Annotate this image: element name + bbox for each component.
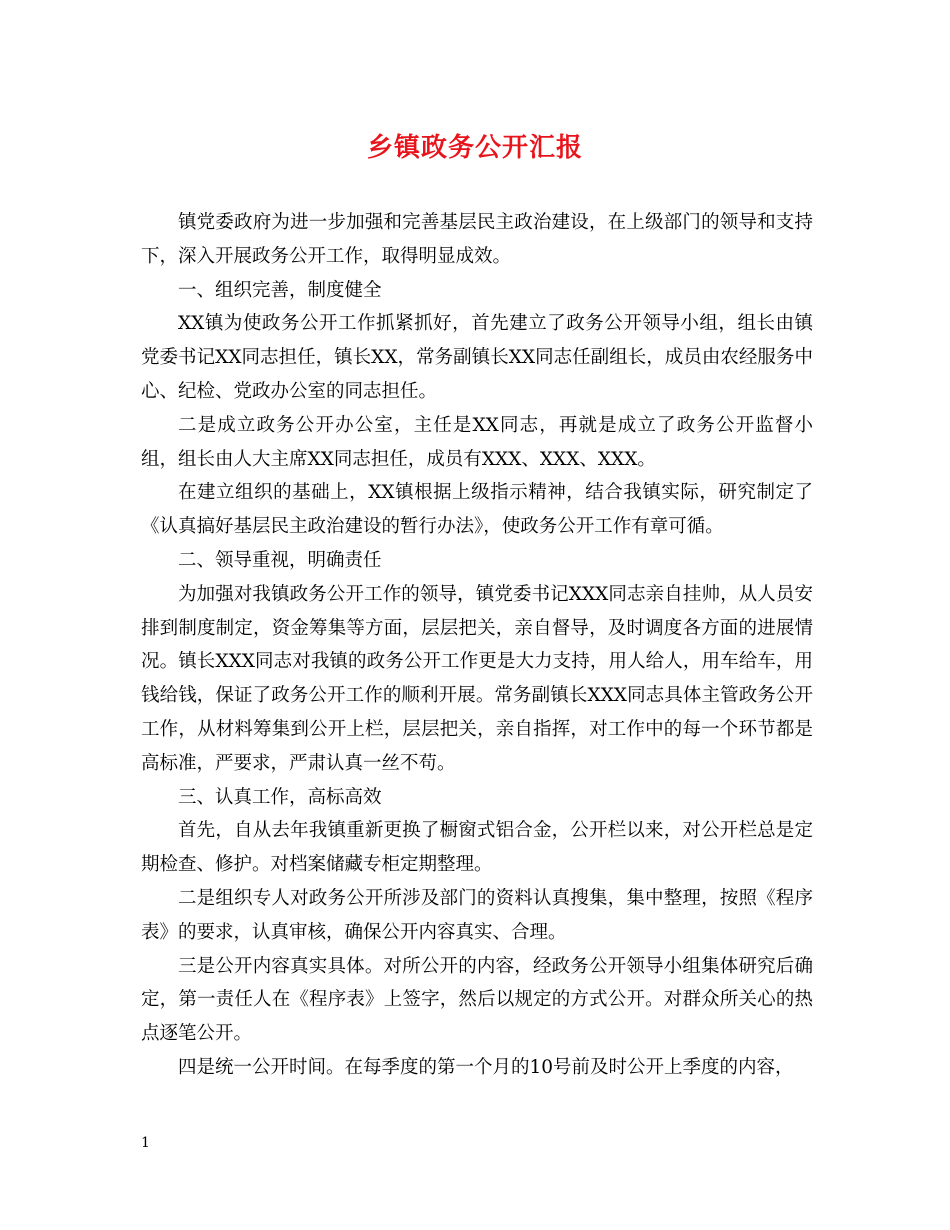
paragraph: 二是组织专人对政务公开所涉及部门的资料认真搜集，集中整理，按照《程序表》的要求，认真审核，确保公开内容真实、合理。 xyxy=(141,887,813,943)
document-title: 乡镇政务公开汇报 xyxy=(366,133,583,163)
section-heading: 二、领导重视，明确责任 xyxy=(178,549,382,571)
paragraph: 为加强对我镇政务公开工作的领导，镇党委书记XXX同志亲自挂帅，从人员安排到制度制定，资金筹集等方面，层层把关，亲自督导，及时调度各方面的进展情况。镇长XXX同志对我镇的政务公开工作更是大力支持，用人给人，用车给车，用钱给钱，保证了政务公开工作的顺利开展。常务副镇长XXX同志具体主管政务公开工作，从材料筹集到公开上栏，层层把关，亲自指挥，对工作中的每一个环节都是高标准，严要求，严肃认真一丝不苟。 xyxy=(141,583,813,774)
paragraph: 二是成立政务公开办公室，主任是XX同志，再就是成立了政务公开监督小组，组长由人大主席XX同志担任，成员有XXX、XXX、XXX。 xyxy=(141,414,813,470)
paragraph: XX镇为使政务公开工作抓紧抓好，首先建立了政务公开领导小组，组长由镇党委书记XX同志担任，镇长XX，常务副镇长XX同志任副组长，成员由农经服务中心、纪检、党政办公室的同志担任。 xyxy=(141,313,813,402)
paragraph: 镇党委政府为进一步加强和完善基层民主政治建设，在上级部门的领导和支持下，深入开展政务公开工作，取得明显成效。 xyxy=(141,212,813,267)
paragraph: 三是公开内容真实具体。对所公开的内容，经政务公开领导小组集体研究后确定，第一责任人在《程序表》上签字，然后以规定的方式公开。对群众所关心的热点逐笔公开。 xyxy=(141,955,813,1045)
section-heading: 三、认真工作，高标高效 xyxy=(178,786,382,808)
section-heading: 一、组织完善，制度健全 xyxy=(178,279,382,301)
page-number: 1 xyxy=(141,1135,150,1151)
paragraph: 在建立组织的基础上，XX镇根据上级指示精神，结合我镇实际，研究制定了《认真搞好基层民主政治建设的暂行办法》，使政务公开工作有章可循。 xyxy=(141,482,813,538)
document-body xyxy=(141,206,813,1085)
paragraph: 四是统一公开时间。在每季度的第一个月的10号前及时公开上季度的内容， xyxy=(178,1056,794,1078)
paragraph: 首先，自从去年我镇重新更换了橱窗式铝合金，公开栏以来，对公开栏总是定期检查、修护。对档案储藏专柜定期整理。 xyxy=(141,820,813,876)
